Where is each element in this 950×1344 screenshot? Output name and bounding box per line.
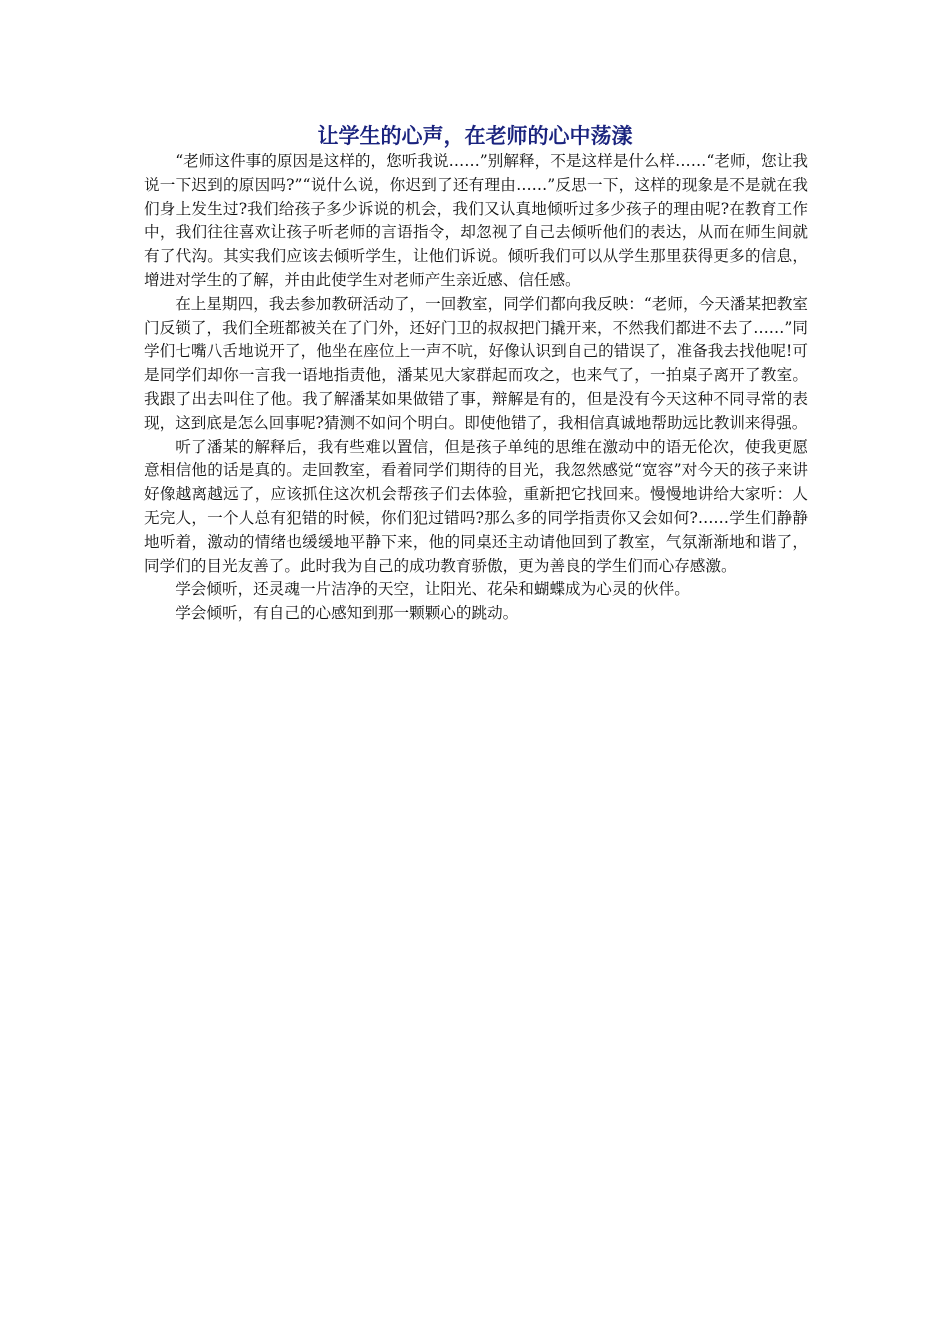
document-title: 让学生的心声，在老师的心中荡漾 [317,124,633,148]
paragraph-5: 学会倾听，有自己的心感知到那一颗颗心的跳动。 [175,604,519,623]
paragraph-4: 学会倾听，还灵魂一片洁净的天空，让阳光、花朵和蝴蝶成为心灵的伙伴。 [175,580,690,599]
paragraph-3: 听了潘某的解释后，我有些难以置信，但是孩子单纯的思维在激动中的语无伦次，使我更愿意相信他的话是真的。走回教室，看着同学们期待的目光，我忽然感觉“宽容”对今天的孩子来讲好像越离越远了，应该抓住这次机会帮孩子们去体验，重新把它找回来。慢慢地讲给大家听：人无完人，一个人总有犯错的时候，你们犯过错吗?那么多的同学指责你又会如何?……学生们静静地听着，激动的情绪也缓缓地平静下来，他的同桌还主动请他回到了教室，气氛渐渐地和谐了，同学们的目光友善了。此时我为自己的成功教育骄傲，更为善良的学生们而心存感激。 [144,437,808,575]
paragraph-1: “老师这件事的原因是这样的，您听我说……”别解释，不是这样是什么样……“老师，您让我说一下迟到的原因吗?”“说什么说，你迟到了还有理由……”反思一下，这样的现象是不是就在我们身上发生过?我们给孩子多少诉说的机会，我们又认真地倾听过多少孩子的理由呢?在教育工作中，我们往往喜欢让孩子听老师的言语指令，却忽视了自己去倾听他们的表达，从而在师生间就有了代沟。其实我们应该去倾听学生，让他们诉说。倾听我们可以从学生那里获得更多的信息，增进对学生的了解，并由此使学生对老师产生亲近感、信任感。 [144,152,808,289]
document-body [144,150,808,626]
paragraph-2: 在上星期四，我去参加教研活动了，一回教室，同学们都向我反映：“老师，今天潘某把教室门反锁了，我们全班都被关在了门外，还好门卫的叔叔把门撬开来，不然我们都进不去了……”同学们七嘴八舌地说开了，他坐在座位上一声不吭，好像认识到自己的错误了，准备我去找他呢!可是同学们却你一言我一语地指责他，潘某见大家群起而攻之，也来气了，一拍桌子离开了教室。我跟了出去叫住了他。我了解潘某如果做错了事，辩解是有的，但是没有今天这种不同寻常的表现，这到底是怎么回事呢?猜测不如问个明白。即使他错了，我相信真诚地帮助远比教训来得强。 [144,294,808,432]
